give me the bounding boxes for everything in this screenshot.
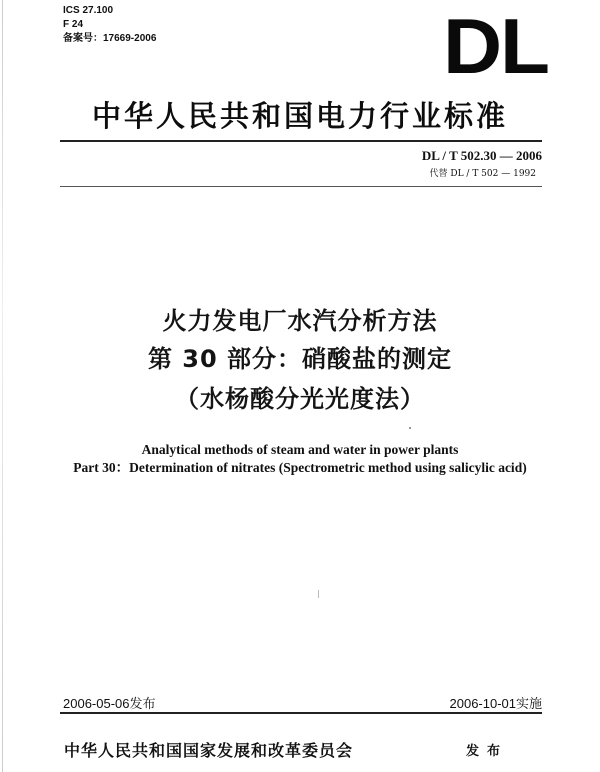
classification-code: F 24 <box>63 19 84 30</box>
issuing-authority: 中华人民共和国国家发展和改革委员会 <box>64 741 354 760</box>
record-number: 备案号：17669-2006 <box>63 33 157 44</box>
title-en-line1: Analytical methods of steam and water in power plants <box>141 442 459 457</box>
top-divider <box>60 140 542 142</box>
title-cn-line2: 第 30 部分：硝酸盐的测定 <box>147 345 453 373</box>
standard-code: DL / T 502.30 — 2006 <box>421 148 542 163</box>
standard-type-title: 中华人民共和国电力行业标准 <box>91 99 508 133</box>
replaces-code: 代替 DL / T 502 — 1992 <box>429 169 536 179</box>
dl-logo: DL <box>443 2 548 90</box>
code-divider <box>60 186 542 187</box>
issue-date: 2006-05-06发布 <box>63 696 156 711</box>
implementation-date: 2006-10-01实施 <box>449 696 542 711</box>
scan-mark <box>318 590 319 598</box>
title-cn-line3: （水杨酸分光光度法） <box>175 385 425 413</box>
title-cn-line1: 火力发电厂水汽分析方法 <box>162 307 438 335</box>
bottom-divider <box>60 712 542 714</box>
title-en-line2: Part 30：Determination of nitrates (Spectrometric method using salicylic acid) <box>73 460 527 475</box>
publish-label: 发布 <box>466 744 509 759</box>
scan-speck <box>409 427 411 429</box>
ics-code: ICS 27.100 <box>63 5 114 16</box>
